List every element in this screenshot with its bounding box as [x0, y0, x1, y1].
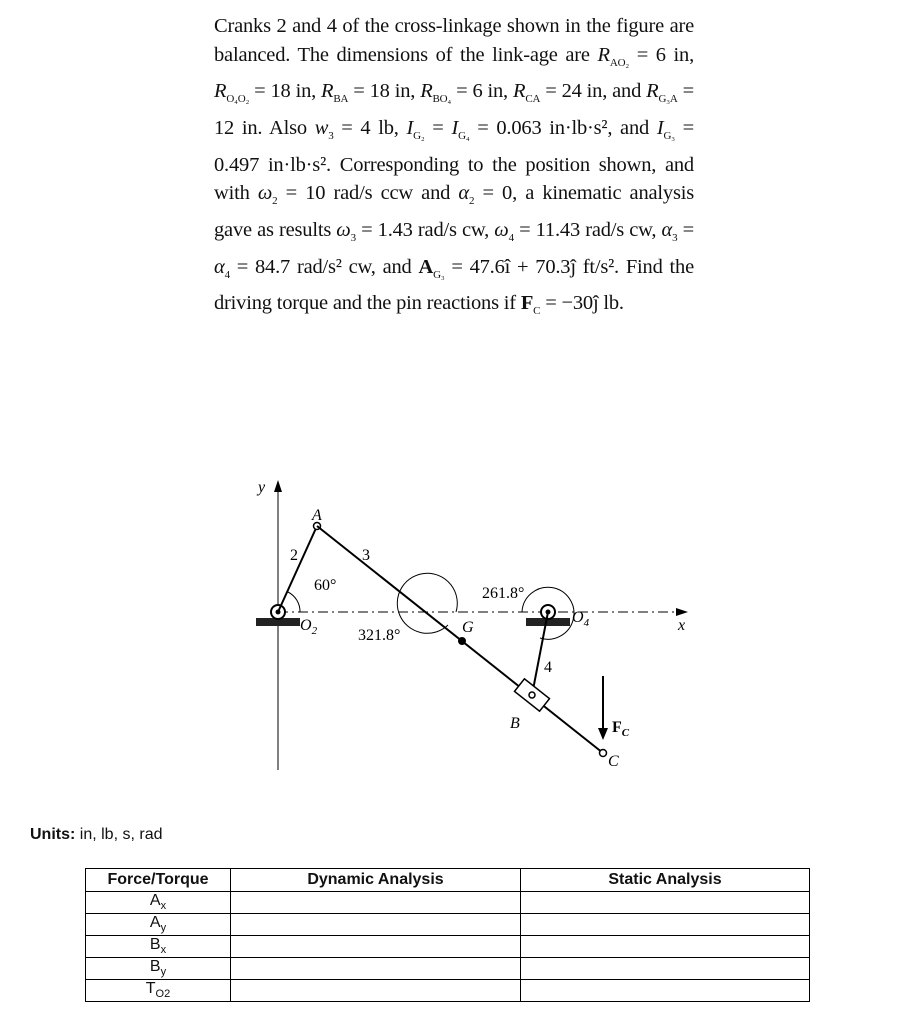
row-label: $B_y$ — [86, 958, 231, 980]
results-table — [85, 868, 810, 1002]
linkage-figure — [200, 470, 700, 790]
problem-text: = 1.43 rad/s cw, — [355, 218, 495, 241]
header-static: Static Analysis — [521, 869, 810, 892]
row-label: $A_y$ — [86, 914, 231, 936]
units-value: in, lb, s, rad — [79, 826, 163, 843]
static-cell[interactable] — [521, 980, 810, 1002]
label-o4: $O_4$ — [572, 609, 590, 629]
angle-60-arc — [288, 592, 300, 612]
problem-text: = 47.6î + 70.3ĵ ft/s². Find the driving torque and the pin reactions if — [214, 255, 694, 315]
problem-text: = 10 rad/s ccw and — [277, 182, 459, 205]
problem-text: = 6 in, — [628, 43, 694, 66]
units-label: Units: — [30, 826, 76, 843]
label-o2: $O_2$ — [300, 617, 318, 637]
static-cell[interactable] — [521, 914, 810, 936]
table-row — [86, 958, 810, 980]
problem-statement: Cranks 2 and 4 of the cross-linkage shown in the figure are balanced. The dimensions of the link-age are $R_{AO_2} = 6$ in, $R_{O_4O_2} = 18$ in, $R_{BA} = 18$ in, $R_{BO_4} = 6$ in, $R_{CA} = 24$ in, and $R_{G_3A} = 12$ in. Also $w_3 = 4$ lb, $I_{G_2} = I_{G_4} = 0.063$ in·lb·s², and $I_{G_3} = 0.497$ in·lb·s². Corresponding to the position shown, and with $\omega_2 = 10$ rad/s ccw and $\alpha_2 = 0$, a kinematic analysis gave as results $\omega_3 = 1.43$ rad/s cw, $\omega_4 = 11.43$ rad/s cw, $\alpha_3 = \alpha_4 = 84.7$ rad/s² cw, and $A_{G_3}$ = 47.6î + 70.3ĵ ft/s². Find the driving torque and the pin reactions if $F_C$ = −30ĵ lb. — [214, 15, 694, 318]
problem-text: = 12 in. Also — [214, 80, 694, 139]
y-label: y — [258, 479, 266, 496]
header-force-torque: Force/Torque — [86, 869, 231, 892]
table-row — [86, 980, 810, 1002]
problem-text: = 4 lb, — [333, 116, 407, 139]
x-label: x — [678, 617, 686, 634]
label-g: G — [462, 619, 474, 636]
label-a: A — [312, 507, 322, 524]
units-line — [30, 826, 162, 844]
angle-321: 321.8° — [358, 627, 401, 644]
static-cell[interactable] — [521, 892, 810, 914]
problem-text: = 18 in, — [249, 80, 322, 103]
problem-text: Cranks 2 and 4 of the cross-linkage shown in the figure are balanced. The dimensions of the link-age are — [214, 15, 694, 66]
row-label: $B_x$ — [86, 936, 231, 958]
x-axis-arrow — [676, 608, 688, 616]
link-2 — [278, 526, 317, 612]
y-axis-arrow — [274, 480, 282, 492]
dynamic-cell[interactable] — [231, 892, 521, 914]
angle-261: 261.8° — [482, 585, 525, 602]
problem-text: = 6 in, — [451, 80, 513, 103]
label-c: C — [608, 753, 619, 770]
table-header-row — [86, 869, 810, 892]
label-link-4: 4 — [544, 659, 552, 676]
problem-text: = 24 in, and — [540, 80, 647, 103]
pin-b — [529, 692, 535, 698]
point-g — [458, 637, 466, 645]
static-cell[interactable] — [521, 958, 810, 980]
label-b: B — [510, 715, 520, 732]
dynamic-cell[interactable] — [231, 980, 521, 1002]
force-fc-arrow — [598, 728, 608, 740]
header-dynamic: Dynamic Analysis — [231, 869, 521, 892]
label-fc: $F_C$ — [612, 719, 630, 739]
dynamic-cell[interactable] — [231, 936, 521, 958]
static-cell[interactable] — [521, 936, 810, 958]
dynamic-cell[interactable] — [231, 914, 521, 936]
problem-text: = 11.43 rad/s cw, — [513, 218, 662, 241]
angle-60: 60° — [314, 577, 337, 594]
problem-text: = 0.497 in·lb·s². Corresponding to the position shown, and with — [214, 116, 694, 205]
table-row — [86, 892, 810, 914]
pin-c — [600, 750, 607, 757]
row-label: $A_x$ — [86, 892, 231, 914]
problem-text: = 0, a kinematic analysis gave as results — [214, 182, 694, 241]
table-row — [86, 914, 810, 936]
label-link-2: 2 — [290, 547, 298, 564]
row-label: $T_{O2}$ — [86, 980, 231, 1002]
dynamic-cell[interactable] — [231, 958, 521, 980]
problem-text: = 18 in, — [348, 80, 421, 103]
problem-text: = 84.7 rad/s² cw, and — [229, 255, 419, 278]
angle-321-arc — [397, 573, 457, 633]
table-row — [86, 936, 810, 958]
problem-text: = −30ĵ lb. — [540, 292, 624, 315]
label-link-3: 3 — [362, 547, 370, 564]
problem-text: = 0.063 in·lb·s², and — [469, 116, 657, 139]
